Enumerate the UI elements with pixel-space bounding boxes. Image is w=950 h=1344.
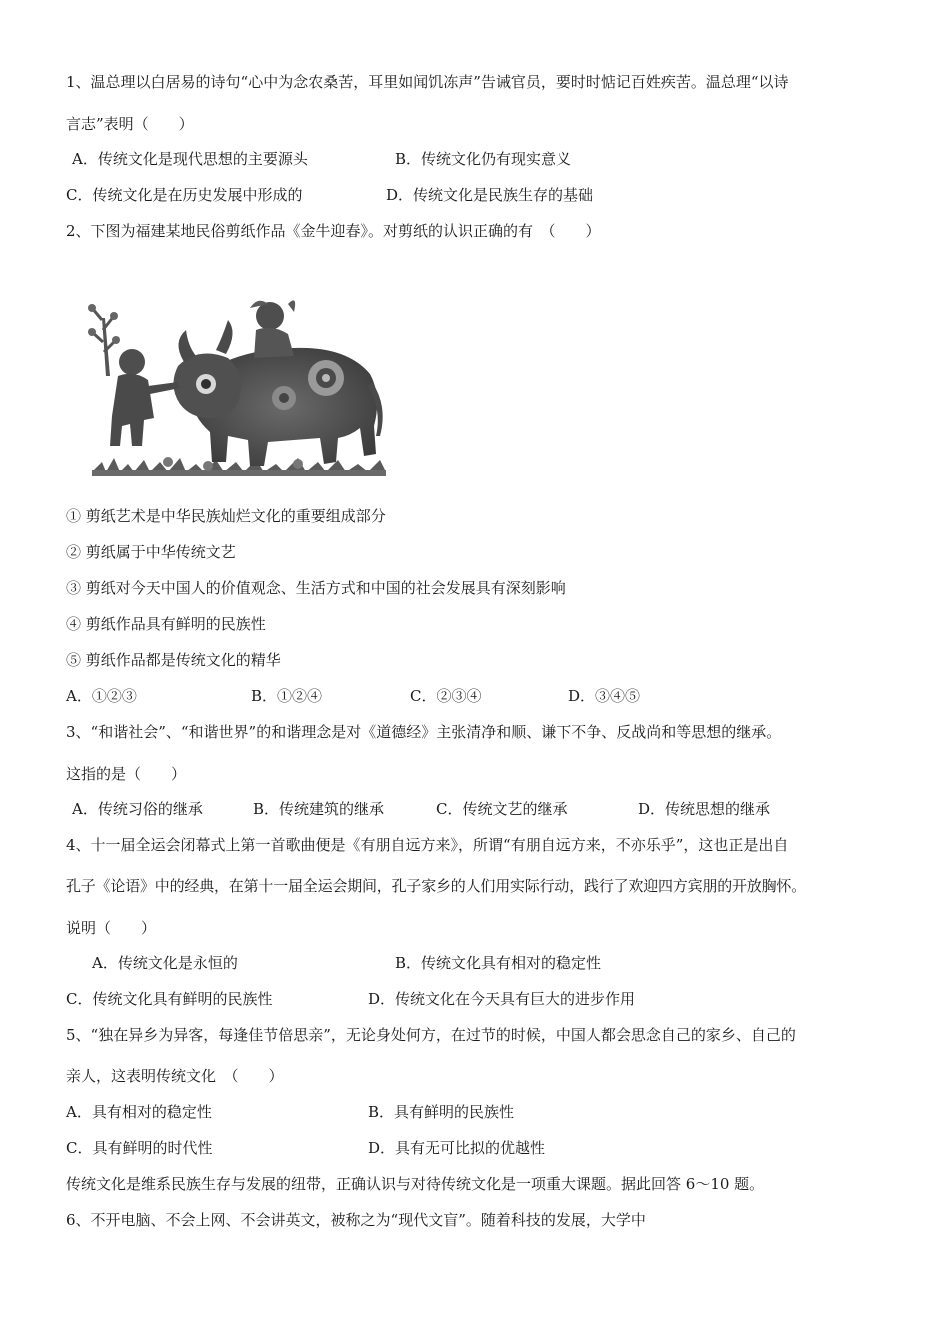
q1-stem-line2: 言志”表明（ ） (66, 115, 194, 133)
q2-statement-1: ① 剪纸艺术是中华民族灿烂文化的重要组成部分 (66, 507, 386, 525)
q2-stem: 2、下图为福建某地民俗剪纸作品《金牛迎春》。对剪纸的认识正确的有 （ ） (66, 222, 601, 240)
q3-option-a: A．传统习俗的继承 (72, 800, 203, 818)
q1-option-d: D．传统文化是民族生存的基础 (386, 186, 594, 204)
q1-option-b: B．传统文化仍有现实意义 (395, 150, 572, 168)
q2-option-c: C．②③④ (410, 687, 482, 705)
q2-statement-4: ④ 剪纸作品具有鲜明的民族性 (66, 615, 266, 633)
q4-stem-line1: 4、十一届全运会闭幕式上第一首歌曲便是《有朋自远方来》，所谓“有朋自远方来，不亦乐乎”，这也正是出自 (66, 836, 789, 854)
q6-stem-line1: 6、不开电脑、不会上网、不会讲英文，被称之为“现代文盲”。随着科技的发展，大学中 (66, 1211, 646, 1229)
q5-stem-line2: 亲人，这表明传统文化 （ ） (66, 1067, 284, 1085)
q2-option-d: D．③④⑤ (568, 687, 641, 705)
section-intro: 传统文化是维系民族生存与发展的纽带，正确认识与对待传统文化是一项重大课题。据此回答 6～10 题。 (66, 1175, 765, 1193)
paper-cut-ox-image (88, 286, 388, 486)
q3-option-d: D．传统思想的继承 (638, 800, 771, 818)
q2-statement-3: ③ 剪纸对今天中国人的价值观念、生活方式和中国的社会发展具有深刻影响 (66, 579, 566, 597)
q1-option-c: C．传统文化是在历史发展中形成的 (66, 186, 303, 204)
q4-stem-line3: 说明（ ） (66, 919, 157, 937)
q1-stem-line1: 1、温总理以白居易的诗句“心中为念农桑苦，耳里如闻饥冻声”告诫官员，要时时惦记百姓疾苦。温总理“以诗 (66, 73, 789, 91)
q3-stem-line1: 3、“和谐社会”、“和谐世界”的和谐理念是对《道德经》主张清净和顺、谦下不争、反战尚和等思想的继承。 (66, 723, 782, 741)
q2-statement-5: ⑤ 剪纸作品都是传统文化的精华 (66, 651, 281, 669)
q2-option-b: B．①②④ (251, 687, 323, 705)
q5-option-a: A．具有相对的稳定性 (66, 1103, 212, 1121)
q5-option-c: C．具有鲜明的时代性 (66, 1139, 213, 1157)
q4-option-a: A．传统文化是永恒的 (92, 954, 238, 972)
q1-option-a: A．传统文化是现代思想的主要源头 (72, 150, 308, 168)
q4-option-d: D．传统文化在今天具有巨大的进步作用 (368, 990, 636, 1008)
q2-option-a: A．①②③ (66, 687, 137, 705)
q3-option-c: C．传统文艺的继承 (436, 800, 568, 818)
q3-stem-line2: 这指的是（ ） (66, 765, 187, 783)
q5-stem-line1: 5、“独在异乡为异客，每逢佳节倍思亲”，无论身处何方，在过节的时候，中国人都会思念自己的家乡、自己的 (66, 1026, 796, 1044)
q4-stem-line2: 孔子《论语》中的经典，在第十一届全运会期间，孔子家乡的人们用实际行动，践行了欢迎四方宾朋的开放胸怀。 (66, 877, 807, 895)
q4-option-b: B．传统文化具有相对的稳定性 (395, 954, 602, 972)
q2-statement-2: ② 剪纸属于中华传统文艺 (66, 543, 236, 561)
q3-option-b: B．传统建筑的继承 (253, 800, 385, 818)
q5-option-b: B．具有鲜明的民族性 (368, 1103, 515, 1121)
q5-option-d: D．具有无可比拟的优越性 (368, 1139, 546, 1157)
q4-option-c: C．传统文化具有鲜明的民族性 (66, 990, 273, 1008)
